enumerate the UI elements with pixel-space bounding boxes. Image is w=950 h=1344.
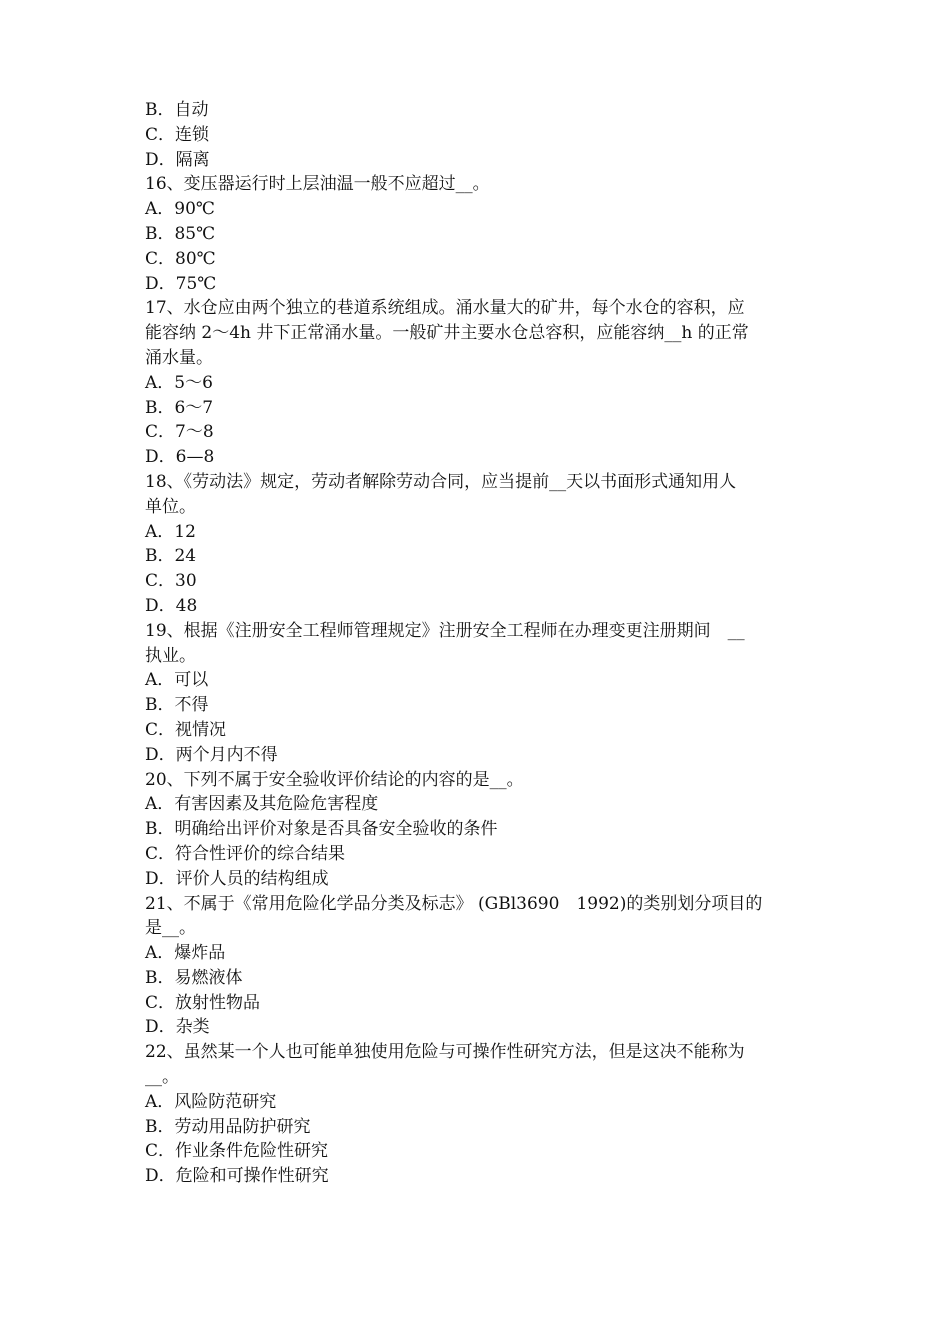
question-line: 能容纳 2～4h 井下正常涌水量。一般矿井主要水仓总容积，应能容纳__h 的正常 [145,323,749,344]
question-line: 是__。 [145,918,196,939]
option-line: D．评价人员的结构组成 [145,868,329,889]
option-line: B．明确给出评价对象是否具备安全验收的条件 [145,819,498,840]
option-line: C．视情况 [145,719,227,740]
option-line: C．30 [145,571,197,592]
option-line: D．48 [145,595,198,616]
option-line: D．两个月内不得 [145,744,278,765]
option-line: D．6—8 [145,447,215,468]
option-line: B．不得 [145,695,209,716]
option-line: D．危险和可操作性研究 [145,1166,329,1187]
option-line: A．有害因素及其危险危害程度 [145,794,379,815]
option-line: B．易燃液体 [145,967,243,988]
option-line: C．80℃ [145,248,216,269]
question-line: 执业。 [145,645,196,666]
option-line: C．连锁 [145,124,210,145]
option-line: A．爆炸品 [145,943,226,964]
option-line: D．隔离 [145,149,210,170]
option-line: A．可以 [145,670,209,691]
option-line: D．75℃ [145,273,217,294]
question-line: 涌水量。 [145,347,213,368]
option-line: C．7～8 [145,422,214,443]
question-line: 17、水仓应由两个独立的巷道系统组成。涌水量大的矿井，每个水仓的容积，应 [145,298,745,319]
question-line: 18、《劳动法》规定，劳动者解除劳动合同，应当提前__天以书面形式通知用人 [145,471,737,492]
option-line: B．85℃ [145,223,216,244]
document-body [145,98,815,1189]
option-line: A．5～6 [145,372,213,393]
option-line: A．风险防范研究 [145,1091,277,1112]
option-line: C．符合性评价的综合结果 [145,843,346,864]
question-line: 单位。 [145,496,196,517]
question-line: 19、根据《注册安全工程师管理规定》注册安全工程师在办理变更注册期间 __ [145,620,745,641]
option-line: C．作业条件危险性研究 [145,1141,329,1162]
question-line: __。 [145,1067,179,1088]
option-line: A．12 [145,521,196,542]
option-line: C．放射性物品 [145,992,261,1013]
option-line: B．劳动用品防护研究 [145,1116,311,1137]
option-line: B．自动 [145,100,209,120]
question-line: 16、变压器运行时上层油温一般不应超过__。 [145,174,490,195]
option-line: A．90℃ [145,199,215,220]
option-line: B．24 [145,546,197,567]
question-line: 21、不属于《常用危险化学品分类及标志》 (GBl3690 1992)的类别划分项目的 [145,893,763,914]
option-line: D．杂类 [145,1017,210,1038]
option-line: B．6～7 [145,397,214,418]
question-line: 22、虽然某一个人也可能单独使用危险与可操作性研究方法，但是这决不能称为 [145,1042,745,1063]
question-line: 20、下列不属于安全验收评价结论的内容的是__。 [145,769,524,790]
